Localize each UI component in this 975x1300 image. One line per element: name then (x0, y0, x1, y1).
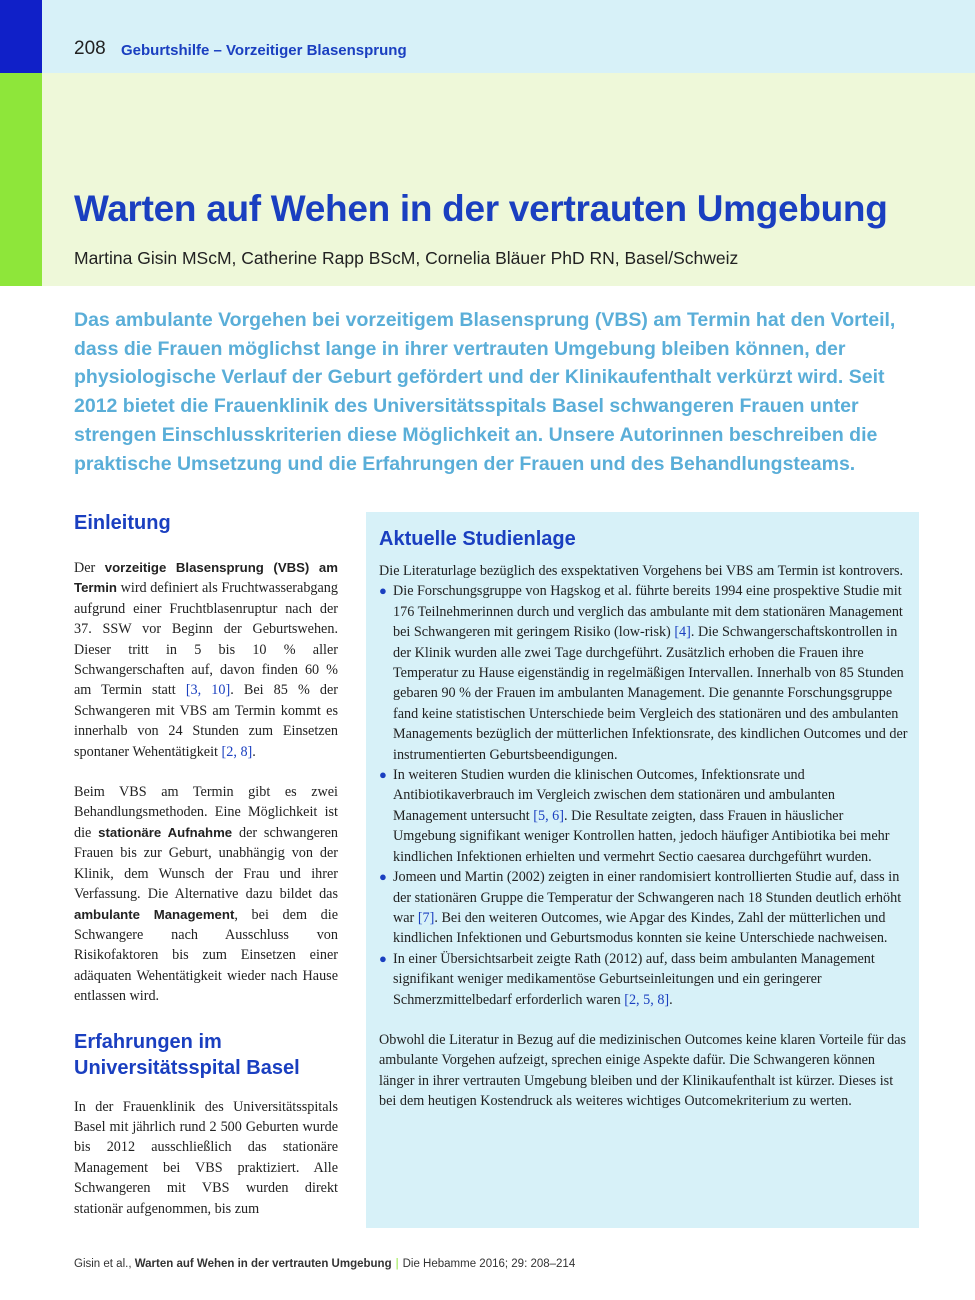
study-list (379, 581, 909, 1010)
intro-paragraph-1: Der vorzeitige Blasensprung (VBS) am Termin wird definiert als Fruchtwasserabgang aufgrund einer Fruchtblasenruptur nach der 37. SSW vor Beginn der Geburtswehen. Dieser tritt in 5 bis 10 % aller Schwangerschaften auf, davon finden 60 % am Termin statt [3, 10]. Bei 85 % der Schwangeren mit VBS am Termin kommt es innerhalb von 24 Stunden zum Einsetzen spontaner Wehentätigkeit [2, 8]. (74, 560, 338, 760)
experience-paragraph: In der Frauenklinik des Universitätsspitals Basel mit jährlich rund 2 500 Geburten wurde bis 2012 ausschließlich das stationäre Management bei VBS praktiziert. Alle Schwangeren mit VBS wurden direkt stationär aufgenommen, bis zum (74, 1098, 338, 1217)
citation-link[interactable]: [7] (417, 909, 435, 926)
header-band (0, 0, 975, 73)
title-color-tab (0, 73, 42, 286)
study-box (366, 512, 919, 1228)
citation-link[interactable]: [4] (674, 624, 691, 641)
article-title: Warten auf Wehen in der vertrauten Umgebung (74, 188, 888, 229)
footer-authors: Gisin et al., (74, 1258, 132, 1270)
citation-link[interactable]: [2, 8] (221, 743, 253, 760)
header-color-tab (0, 0, 42, 73)
section-heading-experience: Erfahrungen im Universitätsspital Basel (74, 1030, 300, 1079)
box-conclusion: Obwohl die Literatur in Bezug auf die medizinischen Outcomes keine klaren Vorteile für das ambulante Vorgehen aufzeigt, sprechen einige Aspekte dafür. Die Schwangeren können länger in ihrer vertrauten Umgebung bleiben und der Klinikaufenthalt ist kürzer. Dieses ist bei dem heutigen Kostendruck als weiteres wichtiges Outcomekriterium zu werten. (379, 1031, 907, 1110)
bold-term: vorzeitige Blasensprung (VBS) am Termin (74, 560, 338, 596)
box-heading: Aktuelle Studienlage (379, 528, 576, 550)
list-item: ● Die Forschungsgruppe von Hagskog et al. führte bereits 1994 eine prospektive Studie mit 176 Teilnehmerinnen durch und verglich das ambulante mit dem stationären Management bei Schwangeren mit geringem Risiko (low-risk) [4]. Die Schwangerschaftskontrollen in der Klinik wurden alle zwei Tage durchgeführt. Zusätzlich erhoben die Frauen ihre Temperatur zu Hause eigenständig in regelmäßigen Intervallen. Innerhalb von 85 Stunden gebaren 90 % der Frauen im ambulanten Management. Die genannte Forschungsgruppe fand keine statistischen Unterschiede beim Vergleich des stationären und des ambulanten Managements bezüglich der mütterlichen Infektionsrate, des kindlichen Outcomes und der instrumentierten Geburtsbeendigungen. (379, 583, 908, 763)
intro-paragraph-2: Beim VBS am Termin gibt es zwei Behandlungsmethoden. Eine Möglichkeit ist die stationäre Aufnahme der schwangeren Frauen bis zur Geburt, unabhängig von der Klinik, dem Wunsch der Frau und ihrer Verfassung. Die Alternative dazu bildet das ambulante Management, bei dem die Schwangere nach Ausschluss von Risikofaktoren bis zum Einsetzen einer adäquaten Wehentätigkeit wieder nach Hause entlassen wird. (74, 784, 338, 1005)
page-footer (74, 1258, 575, 1270)
list-item: ● Jomeen und Martin (2002) zeigten in einer randomisiert kontrollierten Studie auf, dass in der stationären Gruppe die Temperatur der Schwangeren nach 18 Stunden deutlich erhöht war [7]. Bei den weiteren Outcomes, wie Apgar des Kindes, Zahl der mütterlichen und kindlichen Infektionen und Geburtsmodus konnten sie keine Unterschiede nachweisen. (379, 869, 902, 947)
list-item: ● In einer Übersichtsarbeit zeigte Rath (2012) auf, dass beim ambulanten Management signifikant weniger medikamentöse Geburtseinleitungen und ein geringerer Schmerzmittelbedarf erforderlich waren [2, 5, 8]. (379, 950, 875, 1008)
box-intro: Die Literaturlage bezüglich des exspektativen Vorgehens bei VBS am Termin ist kontrovers. (379, 563, 904, 579)
article-lead: Das ambulante Vorgehen bei vorzeitigem Blasensprung (VBS) am Termin hat den Vorteil, dass die Frauen möglichst lange in ihrer vertrauten Umgebung bleiben können, der physiologische Verlauf der Geburt gefördert und der Klinikaufenthalt verkürzt wird. Seit 2012 bietet die Frauenklinik des Universitätsspitals Basel schwangeren Frauen unter strengen Einschlusskriterien diese Möglichkeit an. Unsere Autorinnen beschreiben die praktische Umsetzung und die Erfahrungen der Frauen und des Behandlungsteams. (74, 309, 896, 475)
running-head: Geburtshilfe – Vorzeitiger Blasensprung (121, 42, 407, 59)
bullet-icon: ● (379, 869, 387, 885)
article-authors: Martina Gisin MScM, Catherine Rapp BScM, Cornelia Bläuer PhD RN, Basel/Schweiz (74, 248, 739, 268)
list-item: ● In weiteren Studien wurden die klinischen Outcomes, Infektionsrate und Antibiotikaverbrauch im Vergleich zwischen dem stationären und ambulanten Management untersucht [5, 6]. Die Resultate zeigten, dass Frauen in häuslicher Umgebung signifikant weniger Kontrollen hatten, jedoch häufiger Antibiotika bei mehr kindlichen Infektionen erhielten und vermehrt Sectio caesarea durchgeführt wurden. (379, 767, 890, 865)
section-heading-intro: Einleitung (74, 512, 171, 534)
footer-citation: Die Hebamme 2016; 29: 208–214 (402, 1258, 576, 1270)
bold-term: stationäre Aufnahme (98, 824, 233, 840)
left-column (74, 510, 338, 1219)
page-number: 208 (74, 38, 106, 59)
bullet-icon: ● (379, 767, 387, 783)
citation-link[interactable]: [2, 5, 8] (624, 991, 670, 1008)
footer-separator: | (395, 1258, 399, 1270)
citation-link[interactable]: [3, 10] (185, 682, 231, 699)
bullet-icon: ● (379, 583, 387, 599)
footer-title: Warten auf Wehen in der vertrauten Umgebung (134, 1258, 392, 1270)
citation-link[interactable]: [5, 6] (533, 807, 564, 824)
bold-term: ambulante Management (74, 906, 235, 922)
bullet-icon: ● (379, 950, 387, 966)
